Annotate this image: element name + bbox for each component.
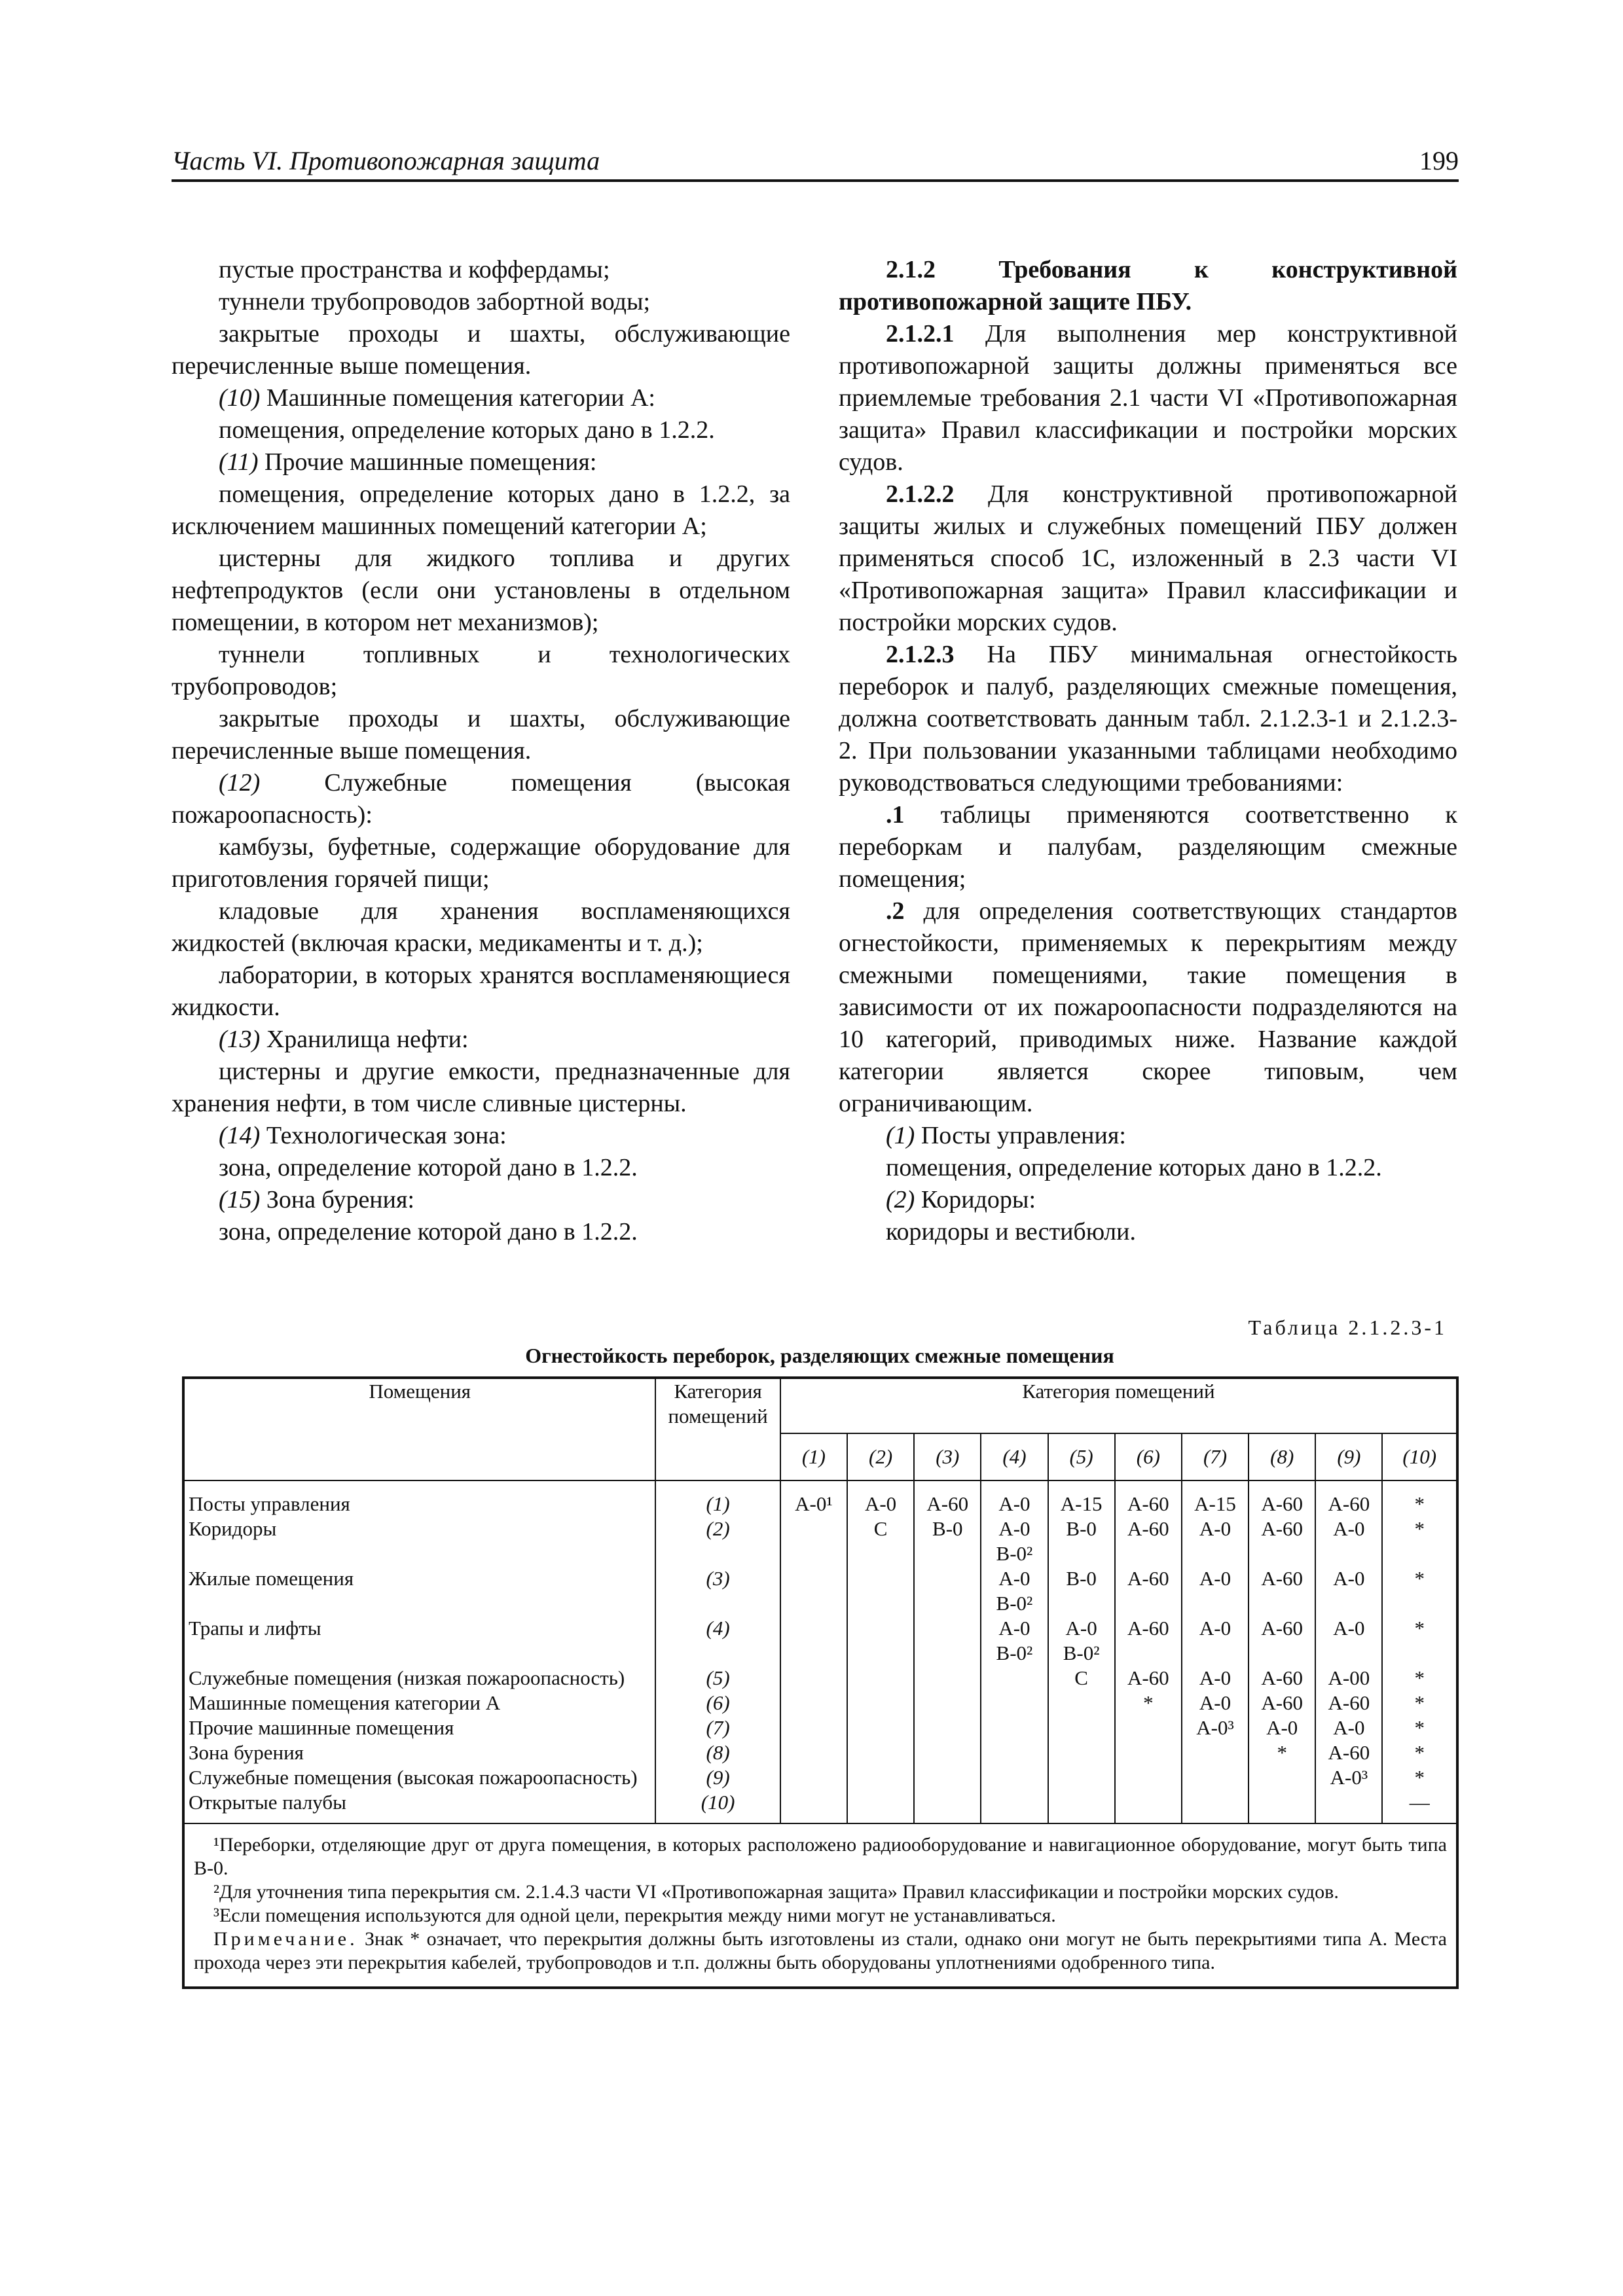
rating-cell: —: [1382, 1790, 1457, 1823]
rating-cell: [1182, 1790, 1249, 1823]
room-category: (1): [655, 1480, 780, 1516]
rating-cell: *: [1382, 1516, 1457, 1566]
room-category: (6): [655, 1691, 780, 1715]
paragraph: коридоры и вестибюли.: [886, 1218, 1136, 1246]
rating-cell: A-60: [1249, 1566, 1315, 1616]
rating-cell: B-0: [1048, 1566, 1115, 1616]
item-text: таблицы применяются соответственно к переборкам и палубам, разделяющим смежные помещения;: [839, 801, 1457, 893]
rating-cell: A-15: [1182, 1480, 1249, 1516]
rating-cell: A-0: [1249, 1715, 1315, 1740]
rating-cell: [780, 1666, 847, 1691]
category-heading: [839, 1184, 1457, 1216]
item-number: .1: [886, 801, 905, 829]
note-label: Примечание.: [213, 1928, 358, 1950]
room-name: Трапы и лифты: [183, 1616, 655, 1666]
rating-cell: [780, 1691, 847, 1715]
rating-cell: A-0³: [1182, 1715, 1249, 1740]
rating-cell: [847, 1691, 914, 1715]
room-category: (4): [655, 1616, 780, 1666]
rating-cell: A-0: [1182, 1666, 1249, 1691]
rating-cell: A-60: [1315, 1691, 1382, 1715]
clause-number: 2.1.2.3: [886, 641, 955, 668]
table-row: [183, 1715, 1457, 1740]
rating-cell: A-60: [1115, 1616, 1182, 1666]
room-category: (10): [655, 1790, 780, 1823]
table-title: Огнестойкость переборок, разделяющих смежные помещения: [525, 1344, 1114, 1367]
category-title: Посты управления:: [915, 1122, 1126, 1149]
rating-cell: A-60: [1115, 1480, 1182, 1516]
paragraph: лаборатории, в которых хранятся воспламеняющиеся жидкости.: [172, 961, 790, 1021]
category-heading: [839, 1120, 1457, 1152]
rating-cell: A-0¹: [780, 1480, 847, 1516]
rating-cell: [780, 1566, 847, 1616]
section-heading: 2.1.2 Требования к конструктивной противопожарной защите ПБУ.: [839, 256, 1457, 315]
category-number: (13): [219, 1026, 261, 1053]
rating-cell: [1115, 1715, 1182, 1740]
rating-cell: A-0: [1315, 1566, 1382, 1616]
column-header: (6): [1115, 1433, 1182, 1480]
paragraph: [839, 318, 1457, 478]
rating-cell: [914, 1616, 981, 1666]
rating-cell: B-0: [914, 1516, 981, 1566]
category-title: Коридоры:: [915, 1186, 1036, 1213]
rating-cell: [1249, 1790, 1315, 1823]
category-heading: [172, 767, 790, 831]
table-row: [183, 1616, 1457, 1666]
rating-cell: [1315, 1790, 1382, 1823]
category-title: Служебные помещения (высокая пожароопасность):: [172, 769, 790, 829]
table-row: [183, 1566, 1457, 1616]
rating-cell: A-60: [1249, 1666, 1315, 1691]
table-row: [183, 1691, 1457, 1715]
right-column: [839, 254, 1457, 1248]
rating-cell: *: [1382, 1666, 1457, 1691]
rating-cell: A-0: [1182, 1616, 1249, 1666]
note-text: Знак * означает, что перекрытия должны быть изготовлены из стали, однако они могут не быть перекрытиями типа А. Места прохода через эти перекрытия кабелей, трубопроводов и т.п. должны быть оборудованы уплотнениями одобренного типа.: [194, 1928, 1447, 1973]
rating-cell: A-0: [1182, 1516, 1249, 1566]
clause-number: 2.1.2.1: [886, 320, 955, 348]
table-row: [183, 1516, 1457, 1566]
rating-cell: *: [1382, 1616, 1457, 1666]
rating-cell: [1115, 1790, 1182, 1823]
category-number: (1): [886, 1122, 915, 1149]
running-head: [172, 143, 1459, 182]
rating-cell: [1115, 1765, 1182, 1790]
item-text: для определения соответствующих стандартов огнестойкости, применяемых к перекрытиям между смежными помещениями, такие помещения в зависимости от их пожароопасности подразделяются на 10 категорий, приводимых ниже. Название каждой категории является скорее типовым, чем ограничивающим.: [839, 897, 1457, 1117]
clause-text: На ПБУ минимальная огнестойкость переборок и палуб, разделяющих смежные помещения, должна соответствовать данным табл. 2.1.2.3-1 и 2.1.2.3-2. При пользовании указанными таблицами необходимо руководствоваться следующими требованиями:: [839, 641, 1457, 797]
category-title: Прочие машинные помещения:: [258, 448, 597, 476]
rating-cell: A-0 B-0²: [1048, 1616, 1115, 1666]
rating-cell: A-60: [1249, 1691, 1315, 1715]
clause-text: Для выполнения мер конструктивной противопожарной защиты должны применяться все приемлемые требования 2.1 части VI «Противопожарная защита» Правил классификации и постройки морских судов.: [839, 320, 1457, 476]
rating-cell: [780, 1765, 847, 1790]
column-header: (5): [1048, 1433, 1115, 1480]
rating-cell: A-0: [981, 1480, 1048, 1516]
paragraph: цистерны и другие емкости, предназначенные для хранения нефти, в том числе сливные цистерны.: [172, 1058, 790, 1117]
room-name: Жилые помещения: [183, 1566, 655, 1616]
rating-cell: [914, 1691, 981, 1715]
rating-cell: A-00: [1315, 1666, 1382, 1691]
rating-cell: A-0: [1315, 1616, 1382, 1666]
rating-cell: A-60: [1249, 1516, 1315, 1566]
category-heading: [172, 446, 790, 478]
table-row: [183, 1666, 1457, 1691]
column-header: (4): [981, 1433, 1048, 1480]
rating-cell: [981, 1715, 1048, 1740]
column-header: (7): [1182, 1433, 1249, 1480]
item-number: .2: [886, 897, 905, 925]
paragraph: закрытые проходы и шахты, обслуживающие перечисленные выше помещения.: [172, 320, 790, 380]
rating-cell: [1249, 1765, 1315, 1790]
fire-resistance-table: [182, 1376, 1459, 1989]
rating-cell: A-0: [847, 1480, 914, 1516]
footnote-1: ¹Переборки, отделяющие друг от друга помещения, в которых расположено радиооборудование и навигационное оборудование, могут быть типа В-0.: [194, 1834, 1447, 1879]
paragraph: кладовые для хранения воспламеняющихся жидкостей (включая краски, медикаменты и т. д.);: [172, 897, 790, 957]
category-title: Хранилища нефти:: [260, 1026, 469, 1053]
room-name: Машинные помещения категории А: [183, 1691, 655, 1715]
clause-number: 2.1.2.2: [886, 480, 955, 508]
paragraph: туннели топливных и технологических трубопроводов;: [172, 641, 790, 700]
list-item: [839, 895, 1457, 1120]
paragraph: закрытые проходы и шахты, обслуживающие перечисленные выше помещения.: [172, 705, 790, 764]
table-note: [194, 1928, 1447, 1975]
rating-cell: *: [1115, 1691, 1182, 1715]
rating-cell: A-15: [1048, 1480, 1115, 1516]
paragraph: [839, 478, 1457, 639]
rating-cell: [1182, 1740, 1249, 1765]
clause-text: Для конструктивной противопожарной защиты жилых и служебных помещений ПБУ должен применяться способ 1С, изложенный в 2.3 части VI «Противопожарная защита» Правил классификации и постройки морских судов.: [839, 480, 1457, 636]
rating-cell: A-60: [1115, 1666, 1182, 1691]
rating-cell: A-0: [1315, 1516, 1382, 1566]
category-number: (2): [886, 1186, 915, 1213]
rating-cell: [1048, 1691, 1115, 1715]
category-heading: [172, 382, 790, 414]
rating-cell: A-0³: [1315, 1765, 1382, 1790]
rating-cell: [847, 1790, 914, 1823]
rating-cell: [847, 1616, 914, 1666]
room-name: Посты управления: [183, 1480, 655, 1516]
table-body: [183, 1480, 1457, 1823]
room-name: Прочие машинные помещения: [183, 1715, 655, 1740]
rating-cell: [847, 1715, 914, 1740]
column-header: (9): [1315, 1433, 1382, 1480]
column-header: (3): [914, 1433, 981, 1480]
rating-cell: [847, 1566, 914, 1616]
room-name: Коридоры: [183, 1516, 655, 1566]
footnote-3: ³Если помещения используются для одной цели, перекрытия между ними могут не устанавливаться.: [213, 1905, 1056, 1926]
rating-cell: [1048, 1765, 1115, 1790]
rating-cell: A-0: [1315, 1715, 1382, 1740]
list-item: [839, 799, 1457, 895]
column-header: (8): [1249, 1433, 1315, 1480]
rating-cell: [1115, 1740, 1182, 1765]
rating-cell: [914, 1790, 981, 1823]
rating-cell: [780, 1516, 847, 1566]
rating-cell: [1048, 1740, 1115, 1765]
category-number: (10): [219, 384, 261, 412]
rating-cell: *: [1382, 1566, 1457, 1616]
rating-cell: [1048, 1790, 1115, 1823]
paragraph: цистерны для жидкого топлива и других нефтепродуктов (если они установлены в отдельном помещении, в котором нет механизмов);: [172, 545, 790, 636]
room-category: (8): [655, 1740, 780, 1765]
rating-cell: [981, 1765, 1048, 1790]
rating-cell: A-60: [1315, 1740, 1382, 1765]
category-header: Категория помещений: [655, 1378, 780, 1480]
footnote-2: ²Для уточнения типа перекрытия см. 2.1.4.3 части VI «Противопожарная защита» Правил классификации и постройки морских судов.: [213, 1881, 1339, 1903]
rating-cell: [1048, 1715, 1115, 1740]
rating-cell: *: [1382, 1765, 1457, 1790]
rating-cell: A-60: [914, 1480, 981, 1516]
paragraph: пустые пространства и коффердамы;: [219, 256, 610, 283]
rating-cell: [981, 1790, 1048, 1823]
rating-cell: A-0 B-0²: [981, 1616, 1048, 1666]
paragraph: зона, определение которой дано в 1.2.2.: [219, 1154, 638, 1181]
rating-cell: [981, 1740, 1048, 1765]
paragraph: помещения, определение которых дано в 1.2.2.: [886, 1154, 1382, 1181]
table-label: Таблица 2.1.2.3-1: [1248, 1316, 1447, 1339]
rating-cell: B-0: [1048, 1516, 1115, 1566]
category-heading: [172, 1120, 790, 1152]
rating-cell: A-60: [1115, 1516, 1182, 1566]
table-row: [183, 1480, 1457, 1516]
rating-cell: [914, 1740, 981, 1765]
column-header: (10): [1382, 1433, 1457, 1480]
rating-cell: [1182, 1765, 1249, 1790]
rating-cell: C: [847, 1516, 914, 1566]
category-title: Технологическая зона:: [260, 1122, 507, 1149]
rating-cell: [914, 1666, 981, 1691]
running-head-title: Часть VI. Противопожарная защита: [172, 146, 600, 175]
table-row: [183, 1765, 1457, 1790]
rating-cell: A-60: [1249, 1616, 1315, 1666]
paragraph: зона, определение которой дано в 1.2.2.: [219, 1218, 638, 1246]
rating-cell: [914, 1566, 981, 1616]
rating-cell: A-60: [1115, 1566, 1182, 1616]
room-name: Зона бурения: [183, 1740, 655, 1765]
column-header: (2): [847, 1433, 914, 1480]
rating-cell: A-0: [1182, 1566, 1249, 1616]
room-category: (7): [655, 1715, 780, 1740]
room-category: (9): [655, 1765, 780, 1790]
category-group-header: Категория помещений: [780, 1378, 1457, 1433]
rating-cell: [914, 1715, 981, 1740]
category-title: Машинные помещения категории А:: [260, 384, 655, 412]
paragraph: туннели трубопроводов забортной воды;: [219, 288, 651, 315]
rating-cell: A-60: [1249, 1480, 1315, 1516]
room-name: Служебные помещения (высокая пожароопасность): [183, 1765, 655, 1790]
table-row: [183, 1740, 1457, 1765]
rating-cell: [847, 1740, 914, 1765]
rating-cell: *: [1382, 1740, 1457, 1765]
rating-cell: A-0 B-0²: [981, 1566, 1048, 1616]
rating-cell: [981, 1691, 1048, 1715]
category-heading: [172, 1184, 790, 1216]
rating-cell: [847, 1765, 914, 1790]
paragraph: [839, 639, 1457, 799]
paragraph: помещения, определение которых дано в 1.2.2.: [219, 416, 715, 444]
rating-cell: [780, 1790, 847, 1823]
room-category: (3): [655, 1566, 780, 1616]
table-row: [183, 1790, 1457, 1823]
rating-cell: *: [1382, 1480, 1457, 1516]
rating-cell: [780, 1616, 847, 1666]
rating-cell: *: [1249, 1740, 1315, 1765]
category-number: (14): [219, 1122, 261, 1149]
category-title: Зона бурения:: [260, 1186, 415, 1213]
rating-cell: A-0 B-0²: [981, 1516, 1048, 1566]
rating-cell: [847, 1666, 914, 1691]
page-number: 199: [1419, 146, 1459, 175]
paragraph: камбузы, буфетные, содержащие оборудование для приготовления горячей пищи;: [172, 833, 790, 893]
category-number: (15): [219, 1186, 261, 1213]
category-number: (11): [219, 448, 259, 476]
rooms-header: Помещения: [183, 1378, 655, 1480]
paragraph: помещения, определение которых дано в 1.2.2, за исключением машинных помещений категории А;: [172, 480, 790, 540]
rating-cell: *: [1382, 1715, 1457, 1740]
room-name: Открытые палубы: [183, 1790, 655, 1823]
category-number: (12): [219, 769, 261, 797]
rating-cell: [780, 1715, 847, 1740]
rating-cell: *: [1382, 1691, 1457, 1715]
left-column: [172, 254, 790, 1248]
column-header: (1): [780, 1433, 847, 1480]
rating-cell: C: [1048, 1666, 1115, 1691]
room-category: (5): [655, 1666, 780, 1691]
rating-cell: [914, 1765, 981, 1790]
rating-cell: [981, 1666, 1048, 1691]
rating-cell: A-60: [1315, 1480, 1382, 1516]
rating-cell: [780, 1740, 847, 1765]
room-category: (2): [655, 1516, 780, 1566]
table-footnotes: [183, 1823, 1457, 1988]
category-heading: [172, 1024, 790, 1056]
room-name: Служебные помещения (низкая пожароопасность): [183, 1666, 655, 1691]
rating-cell: A-0: [1182, 1691, 1249, 1715]
